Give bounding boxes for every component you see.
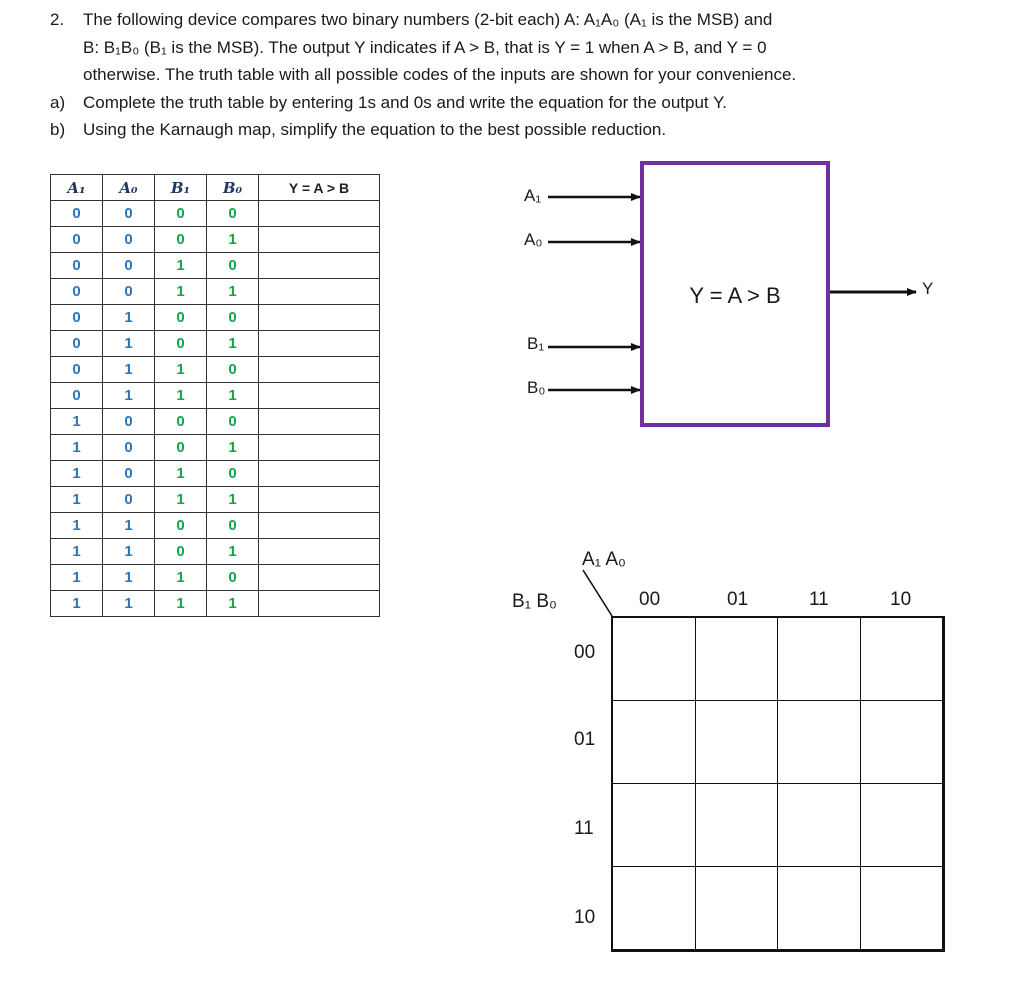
kmap-row-label-00: 00 xyxy=(574,642,596,663)
truth-table-row xyxy=(51,383,380,409)
cell-a0: 1 xyxy=(103,383,155,409)
header-y: Y = A > B xyxy=(259,175,380,201)
kmap-row-variables: B₁ B₀ xyxy=(512,591,557,612)
cell-b0: 1 xyxy=(207,227,259,253)
input-label-b1: B₁ xyxy=(527,334,545,353)
header-a1: A₁ xyxy=(51,175,103,201)
cell-b0: 0 xyxy=(207,357,259,383)
cell-b1: 1 xyxy=(155,591,207,617)
kmap-cell[interactable] xyxy=(777,783,861,867)
kmap-cell[interactable] xyxy=(612,617,696,701)
cell-a0: 0 xyxy=(103,409,155,435)
cell-a1: 1 xyxy=(51,487,103,513)
cell-b1: 1 xyxy=(155,383,207,409)
kmap-cell[interactable] xyxy=(612,783,696,867)
truth-table xyxy=(50,174,380,617)
cell-a0: 0 xyxy=(103,227,155,253)
cell-a0: 1 xyxy=(103,591,155,617)
kmap-cell[interactable] xyxy=(695,783,779,867)
kmap-cell[interactable] xyxy=(777,700,861,784)
cell-b1: 1 xyxy=(155,279,207,305)
cell-y-output[interactable] xyxy=(259,591,380,617)
comparator-label: Y = A > B xyxy=(689,283,781,308)
cell-a1: 1 xyxy=(51,435,103,461)
problem-line-3 xyxy=(50,61,950,89)
cell-y-output[interactable] xyxy=(259,357,380,383)
truth-table-row xyxy=(51,591,380,617)
truth-table-row xyxy=(51,539,380,565)
cell-y-output[interactable] xyxy=(259,539,380,565)
cell-b1: 0 xyxy=(155,539,207,565)
cell-a0: 0 xyxy=(103,461,155,487)
cell-a1: 0 xyxy=(51,253,103,279)
truth-table-row xyxy=(51,279,380,305)
truth-table-row xyxy=(51,331,380,357)
cell-y-output[interactable] xyxy=(259,227,380,253)
cell-b1: 1 xyxy=(155,487,207,513)
cell-b1: 0 xyxy=(155,513,207,539)
cell-y-output[interactable] xyxy=(259,279,380,305)
cell-b0: 0 xyxy=(207,461,259,487)
cell-a1: 0 xyxy=(51,227,103,253)
cell-a0: 0 xyxy=(103,253,155,279)
cell-y-output[interactable] xyxy=(259,201,380,227)
truth-table-row xyxy=(51,513,380,539)
cell-a0: 0 xyxy=(103,279,155,305)
output-label-y: Y xyxy=(922,279,934,298)
kmap-cell[interactable] xyxy=(860,783,944,867)
part-b-label: b) xyxy=(50,120,66,139)
cell-a1: 0 xyxy=(51,279,103,305)
cell-b1: 0 xyxy=(155,201,207,227)
cell-y-output[interactable] xyxy=(259,461,380,487)
cell-b1: 0 xyxy=(155,227,207,253)
kmap-cell[interactable] xyxy=(860,866,944,950)
cell-a1: 1 xyxy=(51,539,103,565)
truth-table-row xyxy=(51,201,380,227)
cell-b1: 1 xyxy=(155,565,207,591)
cell-a1: 1 xyxy=(51,591,103,617)
kmap-corner-diagonal xyxy=(583,570,612,616)
truth-table-row xyxy=(51,565,380,591)
cell-b1: 1 xyxy=(155,253,207,279)
kmap-cell[interactable] xyxy=(612,700,696,784)
kmap-cell[interactable] xyxy=(695,617,779,701)
truth-table-row xyxy=(51,487,380,513)
kmap-col-label-00: 00 xyxy=(639,589,661,610)
cell-a0: 0 xyxy=(103,201,155,227)
cell-b0: 1 xyxy=(207,591,259,617)
problem-line-1 xyxy=(50,6,950,34)
truth-table-row xyxy=(51,253,380,279)
problem-text-3: otherwise. The truth table with all possible codes of the inputs are shown for your convenience. xyxy=(83,65,797,84)
cell-b0: 0 xyxy=(207,409,259,435)
truth-table-header xyxy=(51,175,380,201)
cell-b0: 1 xyxy=(207,435,259,461)
kmap-col-label-01: 01 xyxy=(727,589,749,610)
kmap-row-label-01: 01 xyxy=(574,729,596,750)
kmap-cell[interactable] xyxy=(695,866,779,950)
cell-b0: 1 xyxy=(207,487,259,513)
kmap-cell[interactable] xyxy=(777,866,861,950)
cell-a0: 0 xyxy=(103,487,155,513)
cell-b1: 1 xyxy=(155,461,207,487)
part-b-text: Using the Karnaugh map, simplify the equation to the best possible reduction. xyxy=(83,120,667,139)
cell-b0: 0 xyxy=(207,253,259,279)
part-b xyxy=(50,116,950,144)
part-a-text: Complete the truth table by entering 1s and 0s and write the equation for the output Y. xyxy=(83,92,727,112)
cell-a0: 1 xyxy=(103,305,155,331)
cell-a1: 0 xyxy=(51,331,103,357)
cell-a0: 1 xyxy=(103,331,155,357)
cell-a1: 0 xyxy=(51,201,103,227)
header-b0: B₀ xyxy=(207,175,259,201)
kmap-cell[interactable] xyxy=(695,700,779,784)
kmap-row-label-11: 11 xyxy=(574,818,594,839)
cell-a1: 1 xyxy=(51,565,103,591)
truth-table-row xyxy=(51,305,380,331)
cell-b0: 1 xyxy=(207,539,259,565)
truth-table-row xyxy=(51,227,380,253)
cell-a1: 1 xyxy=(51,409,103,435)
header-a0: A₀ xyxy=(103,175,155,201)
problem-number: 2. xyxy=(50,10,65,29)
cell-b0: 1 xyxy=(207,383,259,409)
kmap-col-label-11: 11 xyxy=(809,589,829,610)
part-a xyxy=(50,89,950,117)
cell-y-output[interactable] xyxy=(259,253,380,279)
cell-b0: 0 xyxy=(207,565,259,591)
cell-a0: 1 xyxy=(103,539,155,565)
cell-b1: 0 xyxy=(155,409,207,435)
kmap-cell[interactable] xyxy=(612,866,696,950)
cell-b0: 0 xyxy=(207,201,259,227)
cell-b1: 0 xyxy=(155,435,207,461)
truth-table-row xyxy=(51,435,380,461)
truth-table-row xyxy=(51,357,380,383)
cell-b0: 0 xyxy=(207,513,259,539)
cell-b0: 1 xyxy=(207,331,259,357)
cell-y-output[interactable] xyxy=(259,513,380,539)
cell-b1: 0 xyxy=(155,305,207,331)
cell-a1: 0 xyxy=(51,357,103,383)
input-label-a1: A₁ xyxy=(524,186,542,205)
cell-y-output[interactable] xyxy=(259,487,380,513)
part-a-label: a) xyxy=(50,92,66,112)
truth-table-row xyxy=(51,409,380,435)
cell-y-output[interactable] xyxy=(259,305,380,331)
cell-y-output[interactable] xyxy=(259,435,380,461)
input-label-b0: B₀ xyxy=(527,378,546,397)
kmap-cell[interactable] xyxy=(860,617,944,701)
cell-a0: 0 xyxy=(103,435,155,461)
cell-b0: 0 xyxy=(207,305,259,331)
kmap-row-label-10: 10 xyxy=(574,907,596,928)
cell-y-output[interactable] xyxy=(259,565,380,591)
kmap-column-variables: A₁ A₀ xyxy=(582,549,626,570)
kmap-cell[interactable] xyxy=(777,617,861,701)
problem-text-1: The following device compares two binary numbers (2-bit each) A: A₁A₀ (A₁ is the MSB) and xyxy=(83,10,773,29)
truth-table-row xyxy=(51,461,380,487)
problem-text-2: B: B₁B₀ (B₁ is the MSB). The output Y indicates if A > B, that is Y = 1 when A > B, and Y = 0 xyxy=(83,37,767,57)
cell-a0: 1 xyxy=(103,357,155,383)
cell-a0: 1 xyxy=(103,565,155,591)
kmap-col-label-10: 10 xyxy=(890,589,912,610)
cell-a0: 1 xyxy=(103,513,155,539)
cell-b0: 1 xyxy=(207,279,259,305)
kmap-grid[interactable] xyxy=(611,616,945,952)
cell-a1: 0 xyxy=(51,305,103,331)
cell-a1: 1 xyxy=(51,461,103,487)
cell-y-output[interactable] xyxy=(259,383,380,409)
cell-y-output[interactable] xyxy=(259,331,380,357)
input-label-a0: A₀ xyxy=(524,230,543,249)
cell-b1: 0 xyxy=(155,331,207,357)
header-b1: B₁ xyxy=(155,175,207,201)
cell-a1: 0 xyxy=(51,383,103,409)
problem-line-2 xyxy=(50,34,950,62)
cell-b1: 1 xyxy=(155,357,207,383)
kmap-cell[interactable] xyxy=(860,700,944,784)
problem-statement xyxy=(50,6,950,144)
cell-y-output[interactable] xyxy=(259,409,380,435)
cell-a1: 1 xyxy=(51,513,103,539)
